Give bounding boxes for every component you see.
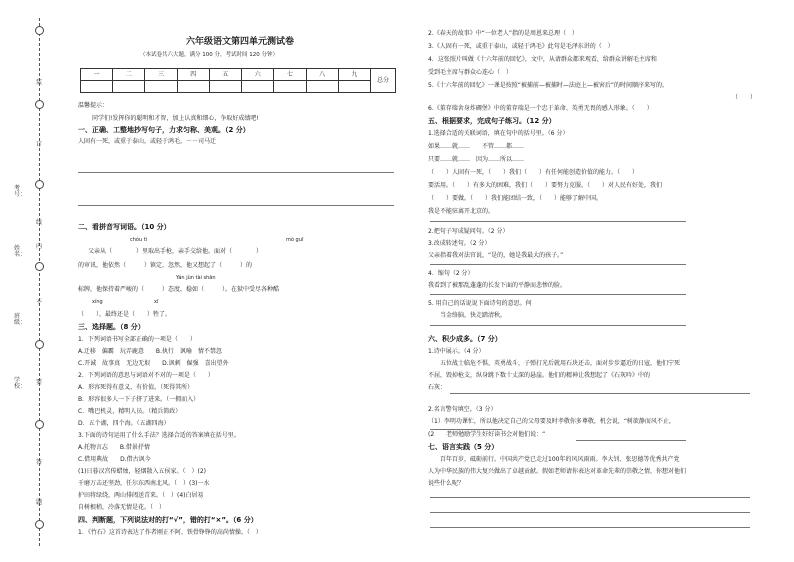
score-header: 四 <box>177 69 209 81</box>
question: 2.把句子写成疑问句。（2 分） <box>428 228 509 235</box>
exam-title: 六年级语文第四单元测试卷 <box>186 37 295 47</box>
option[interactable]: B．形容很多人一下子挤了进来。（一拥而入） <box>78 396 200 403</box>
binding-char: 订 <box>36 141 43 148</box>
option[interactable]: C．嘴巴机灵，精明人员。（精兵简政） <box>78 408 182 415</box>
poem-line: 护田将绿绕，两山排闼送青来。（ ）(4)白居易 <box>78 492 204 499</box>
question-sentence: 当金络脑，快走踏清秋。 <box>440 312 507 319</box>
score-total: 总分 <box>371 69 396 93</box>
judge-item: 5.《十六年前的回忆》一课是按照“被捕前—被捕时—法庭上—被害后”的时间顺序来写的。 <box>428 82 668 89</box>
passage-line: 说些什么呢？ <box>428 480 465 487</box>
copy-sentence: 人固有一死，或重于泰山，或轻于鸿毛。－－司马迁 <box>78 138 217 145</box>
score-cell[interactable] <box>177 81 209 93</box>
score-cell[interactable] <box>274 81 306 93</box>
right-column <box>428 0 768 562</box>
score-cell[interactable] <box>242 81 274 93</box>
poem-line: (1)日暮汉宫传蜡烛，轻烟散入五侯家。（ ）(2) <box>78 468 206 475</box>
binding-char: 答 <box>36 459 43 466</box>
answer-line[interactable] <box>78 172 394 173</box>
pinyin-line: （ ），最终还是（ ）牲了。 <box>78 311 172 318</box>
left-column <box>78 0 400 562</box>
binding-hole <box>35 420 44 429</box>
question: 1.选择合适的关联词语，填在句中的括号里。（6 分） <box>428 130 569 137</box>
passage-line: 不屈，毁掉枪支，纵身跳下数十丈深的悬崖。他们的精神让我想起了《石灰吟》中的 <box>428 372 651 379</box>
option[interactable]: A.托物言志 B.借景抒情 <box>78 444 150 451</box>
question: 2.名言警句填空。（3 分） <box>428 406 497 413</box>
answer-line[interactable] <box>430 294 686 295</box>
score-header: 二 <box>113 69 145 81</box>
option[interactable]: C.开诚 故事真 无边无垠 D.讽刺 倔强 喜出望外 <box>78 360 229 367</box>
score-header: 五 <box>209 69 241 81</box>
score-header: 七 <box>274 69 306 81</box>
binding-char: 要 <box>36 379 43 386</box>
section-6-heading: 六、积少成多。（7 分） <box>428 335 502 343</box>
encourage-text: 同学们!发挥你的聪明和才智，加上认真和细心，争取好成绩吧! <box>92 115 259 122</box>
score-cell[interactable] <box>338 81 370 93</box>
score-header: 八 <box>306 69 338 81</box>
option[interactable]: C.借用典故 D.借古讽今 <box>78 456 151 463</box>
question: 3.改成转述句。（2 分） <box>428 240 491 247</box>
conjunction-options: 只要……就…… 因为……所以…… <box>428 156 525 163</box>
section-7-heading: 七、语言实践（5 分） <box>428 443 499 451</box>
binding-hole <box>35 180 44 189</box>
score-header: 六 <box>242 69 274 81</box>
score-cell[interactable] <box>113 81 145 93</box>
pinyin: xíng <box>92 299 103 305</box>
score-table <box>80 68 396 93</box>
answer-line[interactable] <box>430 264 686 265</box>
binding-char: 题 <box>36 499 43 506</box>
question-sentence: 父亲指着我对法官说，“是的，她是我最大的孩子。” <box>428 252 564 259</box>
fill-sentence: （1）李明功课忙，所以他决定自己的父母要及时孝敬你多尊敬，机会说，“树欲静而风不止， <box>428 418 675 425</box>
score-cell[interactable] <box>145 81 177 93</box>
exam-subtitle: （本试卷共六大题，满分 100 分，考试时间 120 分钟） <box>140 52 278 58</box>
judge-item: 4．这张照片叫做《十六年前的回忆》，文中，从请群众都来观看，给群众讲解毛主席和 <box>428 56 657 63</box>
answer-line[interactable] <box>450 393 750 394</box>
binding-hole <box>35 26 44 35</box>
answer-line[interactable] <box>576 440 686 441</box>
section-2-heading: 二、看拼音写词语。（10 分） <box>78 223 171 231</box>
binding-char: 装 <box>36 79 43 86</box>
binding-char: 不 <box>36 299 43 306</box>
option[interactable]: A．形容死得有意义，有价值。（死得其所） <box>78 384 194 391</box>
binding-hole <box>35 262 44 271</box>
binding-hole <box>35 100 44 109</box>
passage-line: 五位战士临危不惧，英勇战斗，子弹打光后就用石块还击，面对步步逼近的日寇，他们宁死 <box>440 360 681 367</box>
pinyin: Yán jùn tài shān <box>176 275 216 281</box>
passage-line: 人为中华民族的伟大复兴做出了卓越贡献。假如老师请你表达对革命先辈的崇敬之情，你想对他们 <box>428 468 687 475</box>
pinyin: xī <box>154 299 159 305</box>
score-header: 三 <box>145 69 177 81</box>
question: 2．下列词语的意思与词语对不对的一项是（ ） <box>78 372 214 379</box>
score-cell[interactable] <box>209 81 241 93</box>
pinyin: mò guī <box>286 237 304 243</box>
binding-margin <box>0 0 50 562</box>
question: 5. 用自己的话说说下面诗句的意思。何 <box>428 300 532 307</box>
pinyin-line: 的审讯，他依然（ ）镇定，忽然，他又想起了（ ）的 <box>78 262 253 269</box>
section-5-heading: 五、根据要求，完成句子练习。（12 分） <box>428 117 556 125</box>
judge-item: 受到毛主席与群众心连心（ ） <box>428 69 513 76</box>
judge-item: 1．《竹石》这首诗表达了作者刚正不阿、铁骨铮铮的高尚情操。（ ） <box>78 529 262 536</box>
answer-line[interactable] <box>430 527 750 528</box>
score-header: 九 <box>338 69 370 81</box>
judge-item: 6.《董存瑞舍身炸碉堡》中的董存瑞是一个忠于革命、英勇无畏的感人形象。（ ） <box>428 105 653 112</box>
passage-line: 百年百岁，砥砺前行。中国共产党已走过100年的风风雨雨。李大钊、张思德等优秀共产党 <box>440 456 680 463</box>
passage-line: 石灰： <box>428 384 447 391</box>
binding-char: 线 <box>36 219 43 226</box>
question: 1．下列词语书写全部正确的一项是（ ） <box>78 336 196 343</box>
judge-item: 2.《春天的故事》中“一位老人”指的是周恩来总理（ ） <box>428 30 578 37</box>
judge-paren[interactable]: （ ） <box>732 94 757 101</box>
binding-hole <box>35 520 44 529</box>
binding-hole <box>35 340 44 349</box>
answer-line[interactable] <box>78 205 394 206</box>
pinyin-line: 父亲从（ ）里取出手枪，亲手交给他。面对（ ） <box>88 248 263 255</box>
poem-line: 自树根稍，冷落无情是花。（ ） <box>78 504 166 511</box>
option[interactable]: A.迁移 偏霸 玩弄鹿意 B.执行 讽喻 情不禁忽 <box>78 348 222 355</box>
conjunction-options: 如果……就…… 不管……都…… <box>428 143 525 150</box>
section-4-heading: 四、判断题，下列说法对的打“√”，错的打“×”。（6 分） <box>78 516 258 524</box>
answer-line[interactable] <box>430 429 502 430</box>
score-cell[interactable] <box>81 81 113 93</box>
fill-sentence: （ ）人固有一死，（ ）我们（ ）有任何能创造价值的能力。（ ） <box>428 169 639 176</box>
score-header: 一 <box>81 69 113 81</box>
class-label: 班级： <box>14 313 27 326</box>
pinyin-line: 标牌，他保持着严峻的（ ）态度，稳如（ ）。在狱中受尽各种酷 <box>78 286 280 293</box>
fill-sentence: 我是不能驻离开北京的。 <box>428 208 495 215</box>
fill-sentence: （ ）要做。（ ）我们能团结一致，（ ）能够了解中国。 <box>428 195 603 202</box>
question: 1.诗中展示。（4 分） <box>428 348 485 355</box>
section-3-heading: 三、选择题。（8 分） <box>78 323 145 331</box>
score-cell[interactable] <box>306 81 338 93</box>
reminder-label: 温馨提示： <box>78 102 109 109</box>
judge-item: 3.《人固有一死，或重于泰山，或轻于鸿毛》此句是毛泽东讲的（ ） <box>428 43 614 50</box>
binding-char: 内 <box>36 243 43 250</box>
answer-line[interactable] <box>430 325 686 326</box>
answer-line[interactable] <box>430 512 750 513</box>
answer-line[interactable] <box>430 221 686 222</box>
fill-sentence: 要活用。（ ）有多大的困难，我们（ ）要努力克服。（ ）对人民有好处，我们 <box>428 182 663 189</box>
question-sentence: 我看到了被那乱蓬蓬的长发下面的平静而悲惨的脸。 <box>428 282 567 289</box>
school-label: 学校： <box>14 377 27 390</box>
binding-dashed-line <box>39 18 40 546</box>
option[interactable]: D．五个湖，四个海。（五湖四海） <box>78 420 170 427</box>
question: 3.下面的诗句运用了什么手法？选择合适的答案填在括号里。 <box>78 432 240 439</box>
name-label: 姓名： <box>14 245 27 258</box>
question: 4．缩句（2 分） <box>428 270 474 277</box>
fill-sentence: (2 老师勉励学生好好读书会对他们说：“ <box>428 431 546 438</box>
poem-line: 千磨万击还坚劲，任尔东西南北风。（ ）(3)一水 <box>78 480 210 487</box>
answer-line[interactable] <box>430 497 750 498</box>
pinyin: chóu tì <box>130 237 148 243</box>
exam-number-label: 考号： <box>14 185 27 198</box>
section-1-heading: 一、正确、工整地抄写句子，力求匀称、美观。（2 分） <box>78 126 250 134</box>
